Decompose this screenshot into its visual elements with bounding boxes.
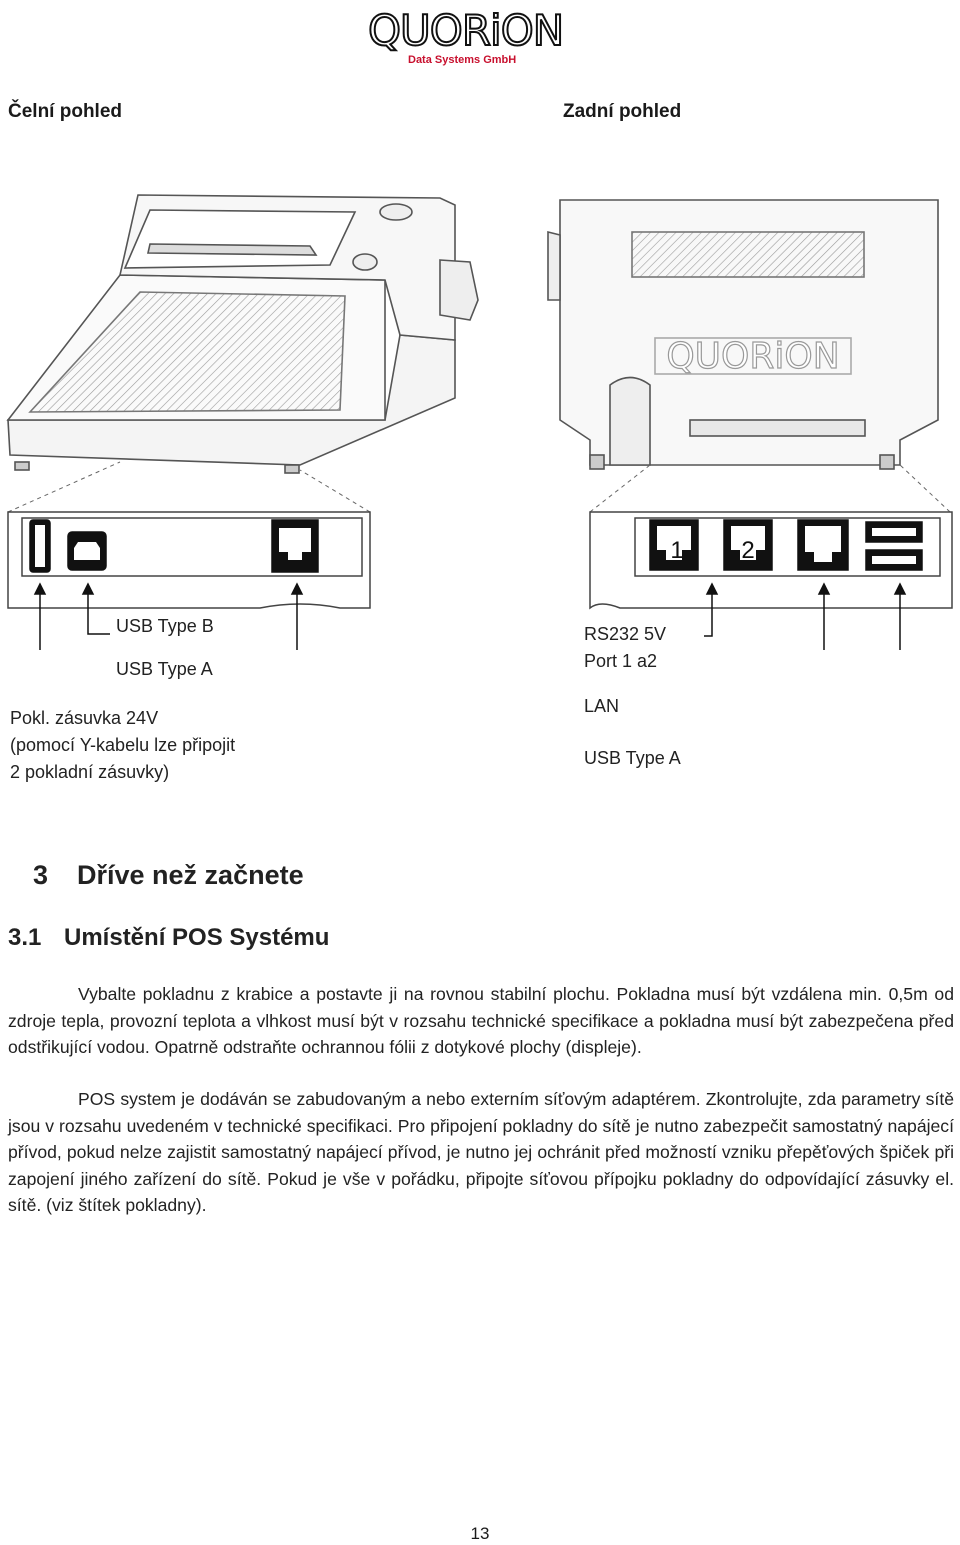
rs232-label [584, 621, 666, 675]
rs232-label-line1: RS232 5V [584, 624, 667, 644]
back-view-label: Zadní pohled [563, 101, 682, 122]
page-number: 13 [470, 1524, 490, 1543]
paragraph-text: POS system je dodáván se zabudovaným a nebo externím síťovým adaptérem. Zkontrolujte, zda parametry sítě jsou v rozsahu uvedeném v technické specifikaci. Pro připojení pokladny do sítě je nutno zabezpečit samostatný napájecí přívod, pokud nelze zajistit samostatný napájecí přívod, je nutno jej ochránit před možností vzniku přepěťových špiček při zapojení jiného zařízení do sítě. Pokud je vše v pořádku, připojte síťovou přípojku pokladny do odpovídající zásuvky el. sítě. (viz štítek pokladny). [8, 1089, 954, 1216]
subsection-heading [8, 924, 329, 952]
section-title: Dříve než začnete [77, 860, 304, 890]
pos-device-illustration [0, 130, 960, 650]
subsection-title: Umístění POS Systému [64, 924, 330, 951]
rs232-label-line2: Port 1 a2 [584, 651, 658, 671]
body-paragraph-1 [8, 981, 954, 1061]
usb-type-b-label: USB Type B [116, 616, 214, 636]
back-logo-text: QUORiON [666, 336, 840, 377]
back-view-device [548, 200, 938, 469]
front-view-label: Čelní pohled [8, 101, 122, 122]
front-view-device [8, 195, 478, 473]
quorion-logo [368, 8, 594, 70]
drawer-label [10, 705, 235, 786]
usb-type-a-right-label: USB Type A [584, 748, 681, 768]
section-number: 3 [33, 860, 49, 890]
section-heading [33, 860, 304, 891]
paragraph-text: Vybalte pokladnu z krabice a postavte ji na rovnou stabilní plochu. Pokladna musí být vzdálena min. 0,5m od zdroje tepla, provozní teplota a vlhkost musí být v rozsahu technické specifikace a pokladna musí být zabezpečena před odstřikující vodou. Opatrně odstraňte ochrannou fólii z dotykové plochy (displeje). [8, 984, 954, 1058]
lan-label: LAN [584, 696, 620, 716]
logo-subtitle: Data Systems GmbH [408, 54, 517, 66]
drawer-label-line1: Pokl. zásuvka 24V [10, 708, 159, 728]
subsection-number: 3.1 [8, 924, 42, 951]
port-1-number: 1 [670, 537, 684, 564]
drawer-label-line3: 2 pokladní zásuvky) [10, 762, 170, 782]
body-paragraph-2 [8, 1086, 954, 1219]
logo-wordmark: QUORiON [368, 6, 564, 55]
port-2-number: 2 [741, 537, 755, 564]
drawer-label-line2: (pomocí Y-kabelu lze připojit [10, 735, 236, 755]
usb-type-a-left-label: USB Type A [116, 659, 213, 679]
front-port-panel [8, 512, 370, 608]
